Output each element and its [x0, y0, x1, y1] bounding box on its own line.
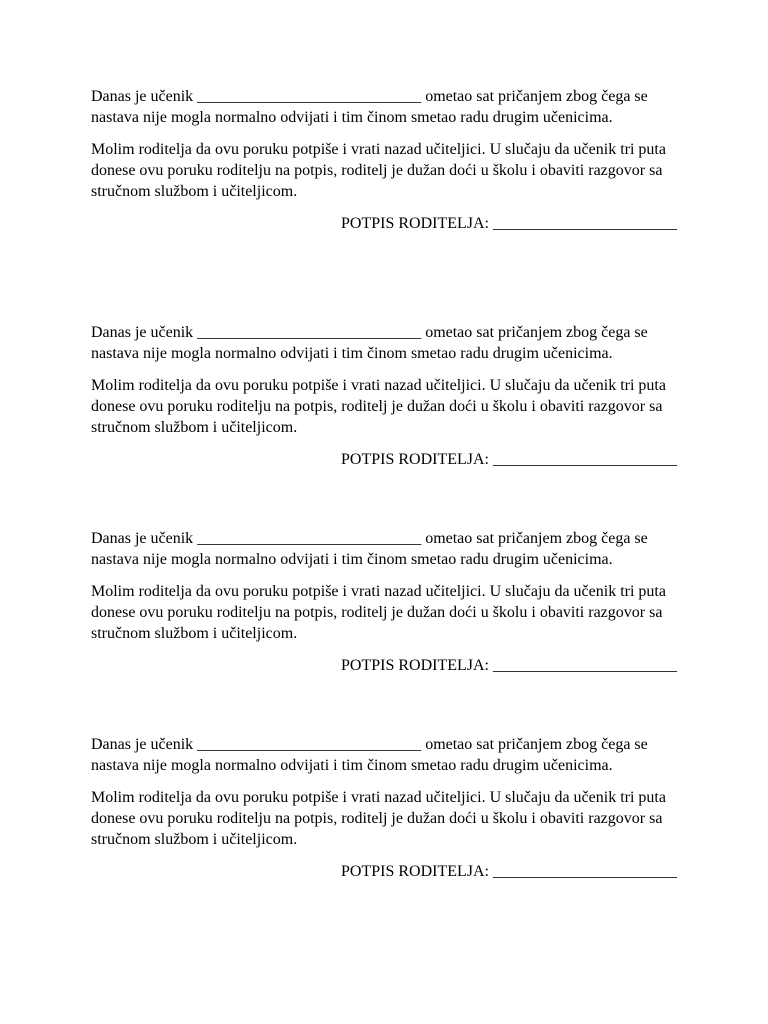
student-intro-text: Danas je učenik [91, 530, 194, 547]
note-block-3 [91, 528, 677, 676]
student-intro-text: Danas je učenik [91, 88, 194, 105]
note-block-4 [91, 734, 677, 882]
signature-label: POTPIS RODITELJA: [340, 215, 489, 232]
signature-blank: _______________________ [493, 215, 677, 232]
disruption-text: ometao sat pričanjem zbog [425, 530, 598, 547]
student-intro-text: Danas je učenik [91, 324, 194, 341]
signature-label: POTPIS RODITELJA: [340, 451, 489, 468]
signature-blank: _______________________ [493, 863, 677, 880]
parent-signature-line [91, 213, 677, 234]
parent-signature-line [91, 655, 677, 676]
parent-instruction-paragraph: Molim roditelja da ovu poruku potpiše i vrati nazad učiteljici. U slučaju da učenik tri puta donese ovu poruku roditelju na potpis, roditelj je dužan doći u školu i obaviti razgovor sa stručnom službom i učiteljicom. [91, 141, 666, 200]
note-paragraph-1 [91, 86, 677, 128]
note-block-2 [91, 322, 677, 470]
student-name-blank: ____________________________ [197, 88, 422, 105]
consequence-text: čega se nastava nije mogla normalno odvijati i tim činom smetao radu drugim učenicima. [91, 88, 648, 126]
student-intro-text: Danas je učenik [91, 736, 194, 753]
disruption-text: ometao sat pričanjem zbog [425, 736, 598, 753]
note-paragraph-1 [91, 528, 677, 570]
note-block-1 [91, 86, 677, 234]
consequence-text: čega se nastava nije mogla normalno odvijati i tim činom smetao radu drugim učenicima. [91, 736, 648, 774]
consequence-text: čega se nastava nije mogla normalno odvijati i tim činom smetao radu drugim učenicima. [91, 324, 648, 362]
signature-label: POTPIS RODITELJA: [340, 863, 489, 880]
signature-blank: _______________________ [493, 451, 677, 468]
student-name-blank: ____________________________ [197, 324, 422, 341]
signature-label: POTPIS RODITELJA: [340, 657, 489, 674]
disruption-text: ometao sat pričanjem zbog [425, 88, 598, 105]
disruption-text: ometao sat pričanjem zbog [425, 324, 598, 341]
parent-instruction-paragraph: Molim roditelja da ovu poruku potpiše i vrati nazad učiteljici. U slučaju da učenik tri puta donese ovu poruku roditelju na potpis, roditelj je dužan doći u školu i obaviti razgovor sa stručnom službom i učiteljicom. [91, 583, 666, 642]
note-paragraph-1 [91, 322, 677, 364]
parent-instruction-paragraph: Molim roditelja da ovu poruku potpiše i vrati nazad učiteljici. U slučaju da učenik tri puta donese ovu poruku roditelju na potpis, roditelj je dužan doći u školu i obaviti razgovor sa stručnom službom i učiteljicom. [91, 377, 666, 436]
student-name-blank: ____________________________ [197, 530, 422, 547]
parent-signature-line [91, 449, 677, 470]
student-name-blank: ____________________________ [197, 736, 422, 753]
consequence-text: čega se nastava nije mogla normalno odvijati i tim činom smetao radu drugim učenicima. [91, 530, 648, 568]
parent-instruction-paragraph: Molim roditelja da ovu poruku potpiše i vrati nazad učiteljici. U slučaju da učenik tri puta donese ovu poruku roditelju na potpis, roditelj je dužan doći u školu i obaviti razgovor sa stručnom službom i učiteljicom. [91, 789, 666, 848]
note-paragraph-1 [91, 734, 677, 776]
signature-blank: _______________________ [493, 657, 677, 674]
parent-signature-line [91, 861, 677, 882]
